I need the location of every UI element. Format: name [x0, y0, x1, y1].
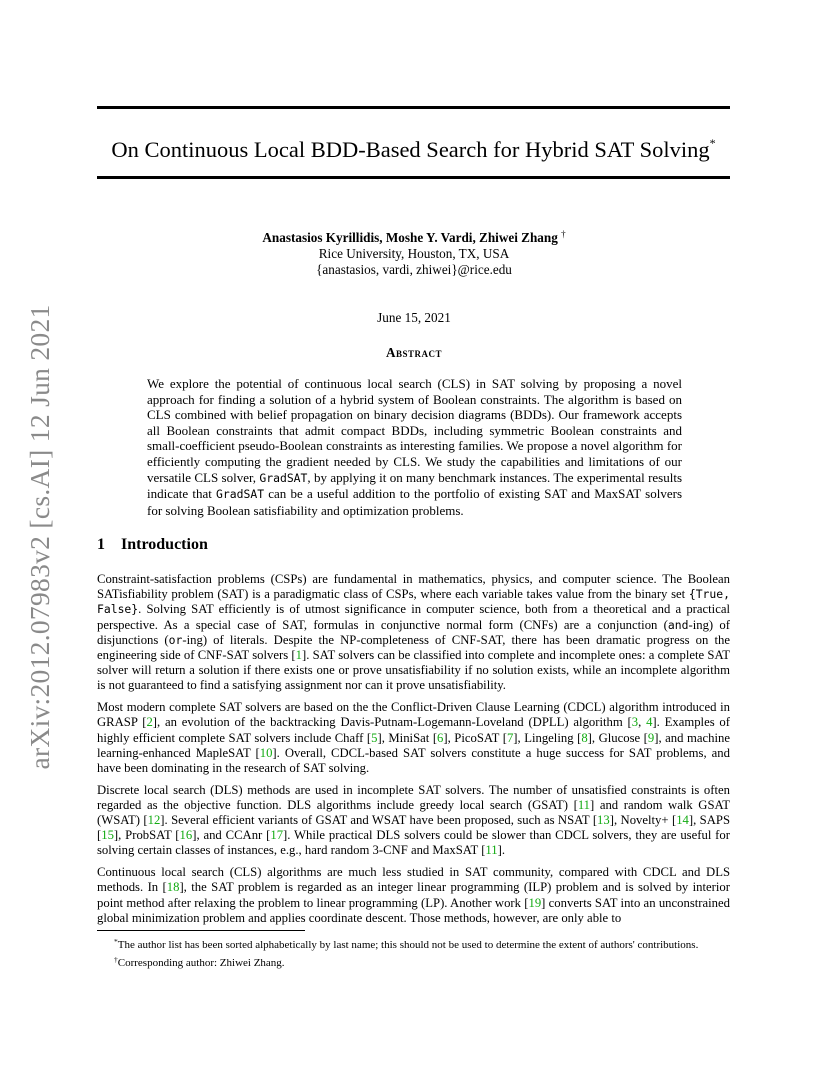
- text: Continuous local search (CLS) algorithms are much less studied in SAT community, compared with CDCL and DLS methods. In [: [97, 865, 730, 895]
- section-heading: [97, 535, 208, 555]
- title-footnote-mark[interactable]: *: [709, 136, 716, 150]
- gradsat-code: GradSAT: [216, 487, 265, 502]
- title-bottom-rule: [97, 176, 730, 179]
- footnote-text: The author list has been sorted alphabetically by last name; this should not be used to determine the extent of authors' contributions.: [117, 939, 699, 951]
- citation-link[interactable]: 5: [371, 730, 378, 745]
- section-number: 1: [97, 536, 105, 553]
- text: ], Glucose [: [587, 730, 648, 745]
- citation-link[interactable]: 9: [647, 730, 655, 745]
- text: ], and machine learning-enhanced MapleSAT [: [97, 730, 730, 760]
- citation-link[interactable]: 8: [581, 730, 588, 745]
- footnote-1: [97, 935, 730, 952]
- abstract-part: , by applying it on many benchmark instances. The experimental results indicate that: [147, 469, 683, 502]
- text: ]. Overall, CDCL-based SAT solvers constitute a huge success for SAT problems, and have been dominating in the research of SAT solving.: [97, 745, 730, 775]
- author-names: [0, 226, 828, 246]
- citation-link[interactable]: 18: [166, 880, 180, 895]
- text: ], PicoSAT [: [443, 730, 507, 745]
- citation-link[interactable]: 6: [437, 730, 444, 745]
- footnote-mark: †: [114, 955, 118, 965]
- text: ], and CCAnr [: [192, 828, 271, 843]
- or-code: or: [168, 632, 183, 647]
- arxiv-identifier: arXiv:2012.07983v2 [cs.AI] 12 Jun 2021: [24, 304, 55, 770]
- citation-link[interactable]: 3: [631, 715, 639, 730]
- paper-date: June 15, 2021: [377, 310, 451, 325]
- citation-link[interactable]: 14: [676, 813, 689, 828]
- paragraph: Most modern complete SAT solvers are based on the the Conflict-Driven Clause Learning (CDCL) algorithm introduced in GRASP [2], an evolution of the backtracking Davis-Putnam-Logemann-Loveland (DPLL) algorithm [3, 4]. Examples of highly efficient complete SAT solvers include Chaff [5], MiniSat [6], PicoSAT [7], Lingeling [8], Glucose [9], and machine learning-enhanced MapleSAT [10]. Overall, CDCL-based SAT solvers constitute a huge success for SAT problems, and have been dominating in the research of SAT solving.: [97, 700, 731, 775]
- and-code: and: [667, 617, 689, 632]
- abstract-text: [147, 376, 682, 518]
- footnote-text: Corresponding author: Zhiwei Zhang.: [117, 957, 285, 970]
- title-top-rule: [97, 106, 730, 109]
- section-body: [97, 572, 730, 932]
- text: Constraint-satisfaction problems (CSPs) are fundamental in mathematics, physics, and computer science. The Boolean SATisfiability problem (SAT) is a paradigmatic class of CSPs, where each variable takes value from the binary set: [97, 572, 730, 602]
- citation-link[interactable]: 1: [295, 648, 302, 663]
- author-affiliation: Rice University, Houston, TX, USA: [318, 246, 510, 261]
- abstract-heading: Abstract: [385, 345, 443, 360]
- author-footnote-mark[interactable]: †: [561, 229, 566, 239]
- text: -ing) of literals. Despite the NP-completeness of CNF-SAT, there has been dramatic progress on the engineering side of CNF-SAT solvers [: [97, 632, 730, 663]
- author-emails: {anastasios, vardi, zhiwei}@rice.edu: [316, 262, 512, 277]
- footnotes: [97, 935, 730, 972]
- citation-link[interactable]: 13: [597, 813, 610, 828]
- text: ] converts SAT into an unconstrained global minimization problem and applies coordinate descent. Those methods, however, are only able to: [97, 895, 730, 925]
- text: ]. Several efficient variants of GSAT and WSAT have been proposed, such as NSAT [: [160, 813, 598, 828]
- text: ], SAPS [: [97, 813, 730, 843]
- footnote-mark: *: [114, 937, 118, 946]
- footnote-2: [97, 953, 730, 970]
- paragraph: [97, 572, 730, 694]
- section-title: Introduction: [121, 536, 208, 553]
- text: . Solving SAT efficiently is of utmost significance in computer science, both from a theoretical and a practical perspective. As a special case of SAT, formulas in conjunctive normal form (CNFs) are a conjunction (: [97, 602, 730, 632]
- text: Most modern complete SAT solvers are based on the the Conflict-Driven Clause Learning (CDCL) algorithm introduced in GRASP [: [97, 700, 730, 730]
- text: ]. Examples of highly efficient complete SAT solvers include Chaff [: [97, 715, 731, 745]
- text: ], the SAT problem is regarded as an integer linear programming (ILP) problem and is solved by interior point method after relaxing the problem to linear programming (LP). Another work [: [97, 880, 730, 910]
- citation-link[interactable]: 15: [101, 828, 114, 843]
- abstract-part: can be a useful addition to the portfolio of existing SAT and MaxSAT solvers for solving Boolean satisfiability and optimization problems.: [147, 486, 682, 518]
- citation-link[interactable]: 10: [259, 745, 273, 760]
- citation-link[interactable]: 4: [646, 715, 653, 730]
- text: ], Novelty+ [: [609, 813, 677, 828]
- text: -ing) of disjunctions (: [97, 617, 730, 647]
- citation-link[interactable]: 16: [179, 828, 193, 843]
- citation-link[interactable]: 11: [485, 843, 498, 858]
- author-list: Anastasios Kyrillidis, Moshe Y. Vardi, Zhiwei Zhang: [262, 230, 558, 245]
- citation-link[interactable]: 7: [506, 730, 514, 745]
- text: Discrete local search (DLS) methods are used in incomplete SAT solvers. The number of unsatisfied constraints is often regarded as the objective function. DLS algorithms include greedy local search (GSAT) [: [97, 782, 730, 812]
- text: ] and random walk GSAT (WSAT) [: [97, 797, 731, 828]
- citation-link[interactable]: 19: [528, 895, 542, 910]
- author-block: [0, 226, 828, 278]
- footnote-rule: [97, 930, 305, 931]
- paragraph: [97, 865, 730, 926]
- abstract-part: We explore the potential of continuous local search (CLS) in SAT solving by proposing a novel approach for finding a solution of a hybrid system of Boolean constraints. The algorithm is based on CLS combined with belief propagation on binary decision diagrams (BDDs). Our framework accepts all Boolean constraints that admit compact BDDs, including symmetric Boolean constraints and small-coefficient pseudo-Boolean constraints as interesting families. We propose a novel algorithm for efficiently computing the gradient needed by CLS. We study the capabilities and limitations of our versatile CLS solver,: [147, 376, 682, 485]
- citation-link[interactable]: 11: [577, 797, 591, 812]
- text: ].: [497, 843, 506, 858]
- citation-link[interactable]: 2: [146, 715, 153, 730]
- text: ], MiniSat [: [377, 730, 438, 745]
- text: ], ProbSAT [: [113, 828, 180, 843]
- gradsat-code: GradSAT: [259, 470, 308, 485]
- text: ]. While practical DLS solvers could be slower than CDCL solvers, they are useful for solving certain classes of instances, e.g., hard random 3-CNF and MaxSAT [: [97, 828, 730, 858]
- paper-title: [97, 128, 730, 165]
- boolean-set: {True, False}: [97, 587, 730, 617]
- paper-title-text: On Continuous Local BDD-Based Search for Hybrid SAT Solving: [111, 137, 710, 162]
- text: ], Lingeling [: [513, 730, 582, 745]
- text: ], an evolution of the backtracking Davis-Putnam-Logemann-Loveland (DPLL) algorithm [: [152, 715, 632, 730]
- citation-link[interactable]: 17: [270, 828, 284, 843]
- text: ]. SAT solvers can be classified into complete and incomplete ones: a complete SAT solver will return a solution if there exists one or prove unsatisfiability if no solution exists, while an incomplete algorithm is not guaranteed to find a satisfying assignment nor can it prove unsatisfiability.: [97, 648, 730, 693]
- paragraph: [97, 783, 730, 859]
- citation-link[interactable]: 12: [147, 813, 161, 828]
